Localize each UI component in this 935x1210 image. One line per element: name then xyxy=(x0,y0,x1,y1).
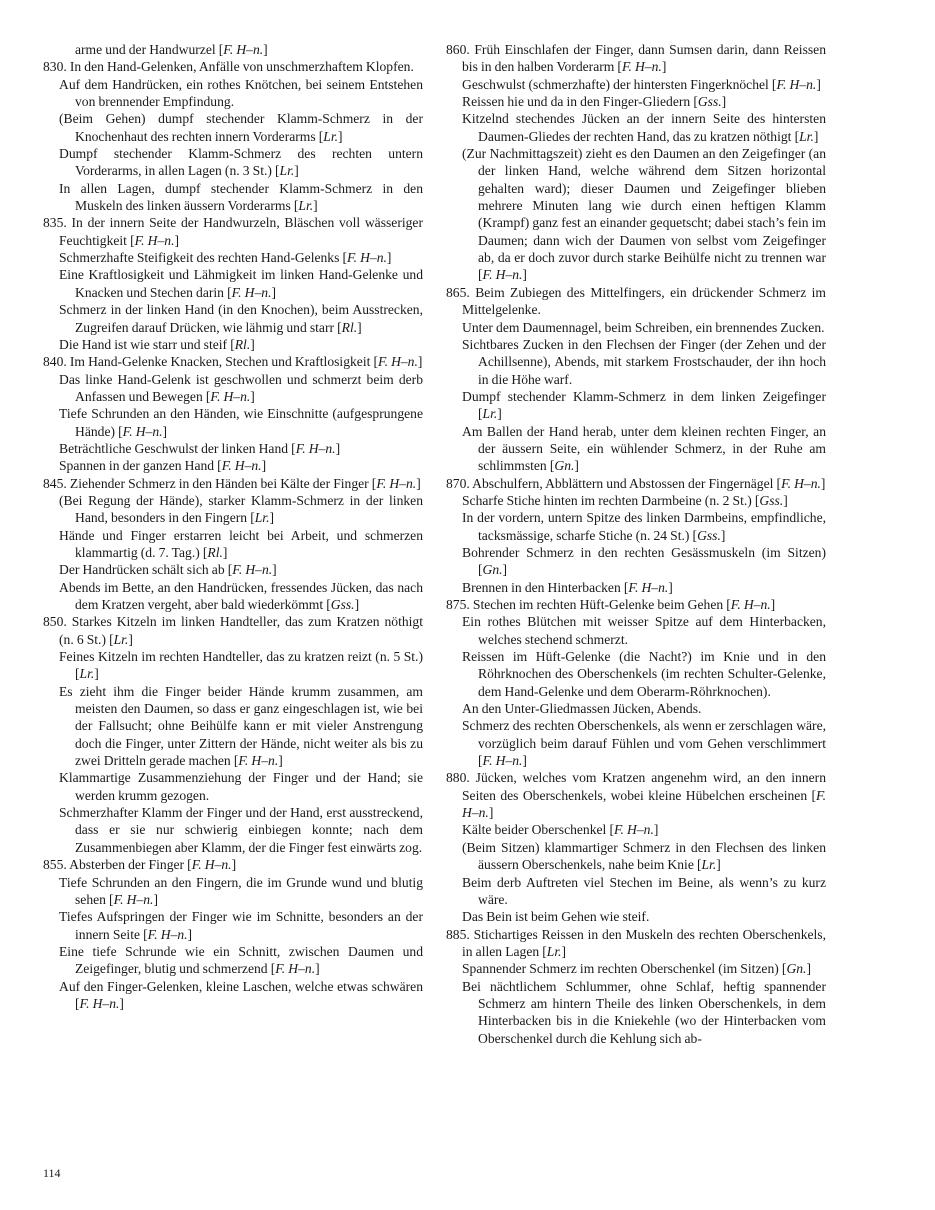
entry-text: Sichtbares Zucken in den Flechsen der Finger (der Zehen und der Achillsenne), Abends, mit starkem Frostschauder, der ihn hoch in die Höhe warf. xyxy=(462,336,826,387)
entry-text: 855. Absterben der Finger xyxy=(43,857,185,873)
entry: Das linke Hand-Gelenk ist geschwollen und schmerzt beim derb Anfassen und Bewegen [F. H–n.] xyxy=(59,371,423,404)
entry: In der vordern, untern Spitze des linken Darmbeins, empfindliche, tacksmässige, scharfe Stiche (n. 24 St.) [Gss.] xyxy=(462,510,826,543)
entry-text: Am Ballen der Hand herab, unter dem kleinen rechten Finger, an der äussern Seite, ein wühlender Schmerz, in der Ruhe am schlimmsten xyxy=(462,423,826,474)
entry: Feines Kitzeln im rechten Handteller, das zu kratzen reizt (n. 5 St.) [Lr.] xyxy=(59,649,423,682)
entry xyxy=(446,319,826,336)
entry-text: Der Handrücken schält sich ab xyxy=(59,562,225,578)
source-reference: Lr. xyxy=(546,943,562,959)
entry-text: In der vordern, untern Spitze des linken Darmbeins, empfindliche, tacksmässige, scharfe Stiche (n. 24 St.) xyxy=(462,510,826,543)
entry xyxy=(446,336,826,388)
entry: arme und der Handwurzel [F. H–n.] xyxy=(75,42,268,57)
source-reference: Gn. xyxy=(554,458,575,474)
entry: (Beim Sitzen) klammartiger Schmerz in den Flechsen des linken äussern Oberschenkels, nahe beim Knie [Lr.] xyxy=(462,839,826,873)
entry: Schmerz in der linken Hand (in den Knochen), beim Ausstrecken, Zugreifen darauf Drücken, wie lähmig und starr [Rl.] xyxy=(59,302,423,335)
source-reference: F. H–n. xyxy=(113,891,154,907)
entry-text: Dumpf stechender Klamm-Schmerz in dem linken Zeigefinger xyxy=(462,388,826,404)
source-reference: Gss. xyxy=(697,94,722,110)
entry: Schmerzhafte Steifigkeit des rechten Hand-Gelenks [F. H–n.] xyxy=(59,250,392,266)
source-reference: Lr. xyxy=(113,631,129,647)
entry: Spannen in der ganzen Hand [F. H–n.] xyxy=(59,458,267,474)
entry: Schmerz des rechten Oberschenkels, als wenn er zerschlagen wäre, vorzüglich beim darauf Fühlen und vom Gehen verschlimmert [F. H–n.] xyxy=(462,718,826,769)
source-reference: F. H–n. xyxy=(275,961,316,977)
entry: Dumpf stechender Klamm-Schmerz des rechten untern Vorderarms, in allen Lagen (n. 3 St.) [Lr.] xyxy=(59,146,423,179)
source-reference: Gss. xyxy=(697,527,721,543)
entry: Beträchtliche Geschwulst der linken Hand [F. H–n.] xyxy=(59,440,341,456)
entry: Geschwulst (schmerzhafte) der hintersten Fingerknöchel [F. H–n.] xyxy=(462,76,821,92)
entry: (Beim Gehen) dumpf stechender Klamm-Schmerz in der Knochenhaut des rechten innern Vorderarms [Lr.] xyxy=(59,111,423,144)
entry-text: (Beim Sitzen) klammartiger Schmerz in den Flechsen des linken äussern Oberschenkels, nahe beim Knie xyxy=(462,839,826,873)
source-reference: Lr. xyxy=(254,510,270,526)
source-reference: F. H–n. xyxy=(210,388,251,404)
source-reference: Gn. xyxy=(482,562,503,578)
entry: Eine tiefe Schrunde wie ein Schnitt, zwischen Daumen und Zeigefinger, blutig und schmerzend [F. H–n.] xyxy=(59,943,423,977)
entry: 855. Absterben der Finger [F. H–n.] xyxy=(43,857,237,873)
entry: 850. Starkes Kitzeln im linken Handteller, das zum Kratzen nöthigt (n. 6 St.) [Lr.] xyxy=(43,614,423,647)
entry-text: Tiefes Aufspringen der Finger wie im Schnitte, besonders an der innern Seite xyxy=(59,909,423,942)
entry: Eine Kraftlosigkeit und Lähmigkeit im linken Hand-Gelenke und Knacken und Stechen darin [F. H–n.] xyxy=(59,267,423,300)
source-reference: F. H–n. xyxy=(482,753,523,769)
entry: 860. Früh Einschlafen der Finger, dann Sumsen darin, dann Reissen bis in den halben Vorderarm [F. H–n.] xyxy=(446,42,826,75)
source-reference: F. H–n. xyxy=(147,926,188,942)
source-reference: F. H–n. xyxy=(223,42,264,57)
entry-text: Feines Kitzeln im rechten Handteller, das zu kratzen reizt (n. 5 St.) xyxy=(59,649,423,665)
source-reference: Lr. xyxy=(279,163,295,179)
source-reference: F. H–n. xyxy=(613,822,654,838)
entry-text: Reissen hie und da in den Finger-Gliedern xyxy=(462,94,691,110)
entry: Reissen hie und da in den Finger-Gliedern [Gss.] xyxy=(462,94,727,110)
source-reference: Lr. xyxy=(799,128,814,144)
entry: Tiefe Schrunden an den Händen, wie Einschnitte (aufgesprungene Hände) [F. H–n.] xyxy=(59,406,423,439)
entry xyxy=(446,908,826,925)
entry xyxy=(43,58,423,75)
source-reference: F. H–n. xyxy=(628,579,669,595)
entry xyxy=(43,76,423,111)
source-reference: F. H–n. xyxy=(79,995,120,1011)
entry-text: Beträchtliche Geschwulst der linken Hand xyxy=(59,440,289,456)
entry-text: Spannen in der ganzen Hand xyxy=(59,458,215,474)
entry-text: Tiefe Schrunden an den Fingern, die im Grunde wund und blutig sehen xyxy=(59,874,423,907)
entry xyxy=(446,978,826,1047)
entry-text: Kälte beider Oberschenkel xyxy=(462,822,607,838)
entry-text: Unter dem Daumennagel, beim Schreiben, ein brennendes Zucken. xyxy=(462,319,825,335)
entry-text: 865. Beim Zubiegen des Mittelfingers, ein drückender Schmerz im Mittelgelenke. xyxy=(446,284,826,318)
source-reference: Gss. xyxy=(330,597,355,612)
source-reference: F. H–n. xyxy=(122,423,163,439)
entry-text: Schmerzhafter Klamm der Finger und der Hand, erst ausstreckend, dass er sie nur schwierig einbiegen konnte; nach dem Zusammenbiegen aber Klamm, der die Finger fest einwärts zog. xyxy=(59,805,423,855)
source-reference: F. H–n. xyxy=(730,597,771,612)
source-reference: F. H–n. xyxy=(781,475,821,491)
entry: 880. Jücken, welches vom Kratzen angenehm wird, an den innern Seiten des Oberschenkels, wobei kleine Hübelchen erscheinen [F. H–n.] xyxy=(446,770,826,821)
entry-text: Auf dem Handrücken, ein rothes Knötchen, bei seinem Entstehen von brennender Empfindung. xyxy=(59,76,423,110)
entry-text: Das Bein ist beim Gehen wie steif. xyxy=(462,909,650,925)
entry: Kälte beider Oberschenkel [F. H–n.] xyxy=(462,822,659,838)
source-reference: Lr. xyxy=(323,128,339,144)
entry-text: Kitzelnd stechendes Jücken an der innern Seite des hintersten Daumen-Gliedes der rechten Hand, das zu kratzen nöthigt xyxy=(462,111,826,144)
entry-text: Das linke Hand-Gelenk ist geschwollen und schmerzt beim derb Anfassen und Bewegen xyxy=(59,371,423,404)
entry: 840. Im Hand-Gelenke Knacken, Stechen und Kraftlosigkeit [F. H–n.] xyxy=(43,354,423,370)
entry-text: Spannender Schmerz im rechten Oberschenkel (im Sitzen) xyxy=(462,961,779,977)
entry-text: 860. Früh Einschlafen der Finger, dann Sumsen darin, dann Reissen bis in den halben Vorderarm xyxy=(446,42,826,75)
entry: 845. Ziehender Schmerz in den Händen bei Kälte der Finger [F. H–n.] xyxy=(43,475,421,491)
source-reference: F. H–n. xyxy=(232,562,273,578)
source-reference: Lr. xyxy=(482,406,498,422)
source-reference: Lr. xyxy=(701,857,717,873)
entry-text: Schmerz des rechten Oberschenkels, als wenn er zerschlagen wäre, vorzüglich beim darauf Fühlen und vom Gehen verschlimmert xyxy=(462,718,826,751)
entry xyxy=(446,284,826,319)
entry-text: Bei nächtlichem Schlummer, ohne Schlaf, heftig spannender Schmerz am hintern Theile des linken Oberschenkels, in dem Hinterbacken bis in die Kniekehle (wo der Hinterbacken vom Oberschenkel durch die Kehlung sich ab- xyxy=(462,978,826,1046)
source-reference: Gss. xyxy=(759,492,784,508)
source-reference: F. H–n. xyxy=(347,250,387,266)
entry: Es zieht ihm die Finger beider Hände krumm zusammen, am meisten den Daumen, so dass er ganz eingeschlagen ist, wie bei der Fallsucht; ohne Beihülfe kann er mit vieler Anstrengung doch die Finger, unter Zittern der Hände, nicht weiter als bis zu zwei Dritteln gerade machen [F. H–n.] xyxy=(59,683,423,769)
source-reference: F. H–n. xyxy=(776,76,817,92)
entry: Der Handrücken schält sich ab [F. H–n.] xyxy=(59,562,277,578)
entry: Tiefes Aufspringen der Finger wie im Schnitte, besonders an der innern Seite [F. H–n.] xyxy=(59,909,423,942)
entry: Dumpf stechender Klamm-Schmerz in dem linken Zeigefinger [Lr.] xyxy=(462,388,826,422)
right-column xyxy=(446,41,826,1047)
entry-text: 850. Starkes Kitzeln im linken Handteller, das zum Kratzen nöthigt (n. 6 St.) xyxy=(43,614,423,647)
entry: Am Ballen der Hand herab, unter dem kleinen rechten Finger, an der äussern Seite, ein wühlender Schmerz, in der Ruhe am schlimmsten [Gn.] xyxy=(462,423,826,474)
source-reference: F. H–n. xyxy=(191,857,232,873)
entry-text: Die Hand ist wie starr und steif xyxy=(59,336,228,352)
entry-text: Geschwulst (schmerzhafte) der hintersten Fingerknöchel xyxy=(462,76,769,92)
source-reference: F. H–n. xyxy=(221,458,262,474)
entry-text: 880. Jücken, welches vom Kratzen angenehm wird, an den innern Seiten des Oberschenkels, wobei kleine Hübelchen erscheinen xyxy=(446,770,826,803)
entry-text: (Bei Regung der Hände), starker Klamm-Schmerz in der linken Hand, besonders in den Fingern xyxy=(59,492,423,526)
entry-text: Schmerzhafte Steifigkeit des rechten Hand-Gelenks xyxy=(59,250,340,266)
entry xyxy=(43,769,423,804)
source-reference: F. H–n. xyxy=(482,267,523,283)
entry: Abends im Bette, an den Handrücken, fressendes Jücken, das nach dem Kratzen vergeht, aber bald wiederkömmt [Gss.] xyxy=(59,579,423,612)
entry-text: Beim derb Auftreten viel Stechen im Beine, als wenn’s zu kurz wäre. xyxy=(462,874,826,907)
left-column xyxy=(43,41,423,1012)
source-reference: Gn. xyxy=(786,961,807,977)
entry xyxy=(446,700,826,717)
entry-text: 870. Abschulfern, Abblättern und Abstossen der Fingernägel xyxy=(446,475,774,491)
entry xyxy=(446,613,826,648)
source-reference: Rl. xyxy=(207,544,223,560)
source-reference: F. H–n. xyxy=(231,284,272,300)
entry-text: Auf den Finger-Gelenken, kleine Laschen, welche etwas schwären xyxy=(59,978,423,994)
entry-text: 835. In der innern Seite der Handwurzeln, Bläschen voll wässeriger Feuchtigkeit xyxy=(43,215,423,248)
entry: Bohrender Schmerz in den rechten Gesässmuskeln (im Sitzen) [Gn.] xyxy=(462,544,826,578)
entry: 835. In der innern Seite der Handwurzeln, Bläschen voll wässeriger Feuchtigkeit [F. H–n.] xyxy=(43,215,423,248)
entry-text: Eine Kraftlosigkeit und Lähmigkeit im linken Hand-Gelenke und Knacken und Stechen darin xyxy=(59,267,423,300)
source-reference: F. H–n. xyxy=(378,354,418,370)
entry-text: Klammartige Zusammenziehung der Finger und der Hand; sie werden krumm gezogen. xyxy=(59,770,423,803)
entry: Tiefe Schrunden an den Fingern, die im Grunde wund und blutig sehen [F. H–n.] xyxy=(59,874,423,907)
entry: 885. Stichartiges Reissen in den Muskeln des rechten Oberschenkels, in allen Lagen [Lr.] xyxy=(446,926,826,959)
entry: In allen Lagen, dumpf stechender Klamm-Schmerz in den Muskeln des linken äussern Vorderarms [Lr.] xyxy=(59,180,423,214)
entry-text: 840. Im Hand-Gelenke Knacken, Stechen und Kraftlosigkeit xyxy=(43,354,371,370)
entry-text: An den Unter-Gliedmassen Jücken, Abends. xyxy=(462,701,702,717)
entry-text: Reissen im Hüft-Gelenke (die Nacht?) im Knie und in den Röhrknochen des Oberschenkels (im rechten Schulter-Gelenke, dem Hand-Gelenke und dem Oberarm-Röhrknochen). xyxy=(462,649,826,699)
entry: Die Hand ist wie starr und steif [Rl.] xyxy=(59,336,255,352)
source-reference: Rl. xyxy=(234,336,251,352)
entry-text: 875. Stechen im rechten Hüft-Gelenke beim Gehen xyxy=(446,597,724,612)
entry: 875. Stechen im rechten Hüft-Gelenke beim Gehen [F. H–n.] xyxy=(446,597,776,612)
entry-text: Bohrender Schmerz in den rechten Gesässmuskeln (im Sitzen) xyxy=(462,544,826,560)
source-reference: F. H–n. xyxy=(295,440,336,456)
entry-text: (Zur Nachmittagszeit) zieht es den Daumen an den Zeigefinger (an der linken Hand, welche während dem Sitzen horizontal gehalten ward); dieser Daumen und Zeigefinger blieben mehrere Minuten lang wie durch einen heftigen Klamm (Krampf) ganz fest an einander gequetscht; dabei stach’s fein im Daumen; dann wich der Daumen von selbst vom Zeigefinger ab, da er doch zuvor durch starke Beihülfe nicht zu trennen war xyxy=(462,146,826,266)
entry-text: Brennen in den Hinterbacken xyxy=(462,579,621,595)
entry-text: Hände und Finger erstarren leicht bei Arbeit, und schmerzen klammartig (d. 7. Tag.) xyxy=(59,527,423,560)
entry-text: Es zieht ihm die Finger beider Hände krumm zusammen, am meisten den Daumen, so dass er ganz eingeschlagen ist, wie bei der Fallsucht; ohne Beihülfe kann er mit vieler Anstrengung doch die Finger, unter Zittern der Hände, nicht weiter als bis zu zwei Dritteln gerade machen xyxy=(59,683,423,769)
source-reference: F. H–n. xyxy=(462,787,826,821)
entry-text: Abends im Bette, an den Handrücken, fressendes Jücken, das nach dem Kratzen vergeht, aber bald wiederkömmt xyxy=(59,579,423,612)
entry: Hände und Finger erstarren leicht bei Arbeit, und schmerzen klammartig (d. 7. Tag.) [Rl.] xyxy=(59,527,423,560)
entry xyxy=(446,874,826,909)
entry-text: arme und der Handwurzel xyxy=(75,42,216,57)
entry: Kitzelnd stechendes Jücken an der innern Seite des hintersten Daumen-Gliedes der rechten Hand, das zu kratzen nöthigt [Lr.] xyxy=(462,111,826,144)
page-number: 114 xyxy=(43,1166,61,1180)
entry-text: Schmerz in der linken Hand (in den Knochen), beim Ausstrecken, Zugreifen darauf Drücken, wie lähmig und starr xyxy=(59,302,423,335)
entry-text: Scharfe Stiche hinten im rechten Darmbeine (n. 2 St.) xyxy=(462,492,752,508)
source-reference: F. H–n. xyxy=(376,475,417,491)
entry: Scharfe Stiche hinten im rechten Darmbeine (n. 2 St.) [Gss.] xyxy=(462,492,788,508)
source-reference: F. H–n. xyxy=(621,59,662,75)
source-reference: F. H–n. xyxy=(134,232,175,248)
entry-text: (Beim Gehen) dumpf stechender Klamm-Schmerz in der Knochenhaut des rechten innern Vorderarms xyxy=(59,111,423,144)
entry-text: Ein rothes Blütchen mit weisser Spitze auf dem Hinterbacken, welches stechend schmerzt. xyxy=(462,614,826,647)
entry: Auf den Finger-Gelenken, kleine Laschen, welche etwas schwären [F. H–n.] xyxy=(59,978,423,1011)
entry: Brennen in den Hinterbacken [F. H–n.] xyxy=(462,579,673,595)
entry: 870. Abschulfern, Abblättern und Abstossen der Fingernägel [F. H–n.] xyxy=(446,475,826,491)
entry-text: 830. In den Hand-Gelenken, Anfälle von unschmerzhaftem Klopfen. xyxy=(43,59,414,75)
source-reference: F. H–n. xyxy=(238,753,279,769)
entry-text: Tiefe Schrunden an den Händen, wie Einschnitte (aufgesprungene Hände) xyxy=(59,406,423,439)
entry: (Bei Regung der Hände), starker Klamm-Schmerz in der linken Hand, besonders in den Fingern [Lr.] xyxy=(59,492,423,526)
entry xyxy=(43,804,423,856)
entry xyxy=(446,648,826,700)
source-reference: Lr. xyxy=(79,666,95,682)
source-reference: Lr. xyxy=(298,198,314,214)
entry-text: 845. Ziehender Schmerz in den Händen bei Kälte der Finger xyxy=(43,475,369,491)
entry-text: In allen Lagen, dumpf stechender Klamm-Schmerz in den Muskeln des linken äussern Vorderarms xyxy=(59,180,423,214)
source-reference: Rl. xyxy=(341,319,358,335)
entry-text: Eine tiefe Schrunde wie ein Schnitt, zwischen Daumen und Zeigefinger, blutig und schmerzend xyxy=(59,943,423,977)
entry-text: 885. Stichartiges Reissen in den Muskeln des rechten Oberschenkels, in allen Lagen xyxy=(446,926,826,959)
entry: Spannender Schmerz im rechten Oberschenkel (im Sitzen) [Gn.] xyxy=(462,961,811,977)
entry: (Zur Nachmittagszeit) zieht es den Daumen an den Zeigefinger (an der linken Hand, welche während dem Sitzen horizontal gehalten ward); dieser Daumen und Zeigefinger blieben mehrere Minuten lang wie durch einen heftigen Klamm (Krampf) ganz fest an einander gequetscht; dabei stach’s fein im Daumen; dann wich der Daumen von selbst vom Zeigefinger ab, da er doch zuvor durch starke Beihülfe nicht zu trennen war [F. H–n.] xyxy=(462,146,826,283)
entry-text: Dumpf stechender Klamm-Schmerz des rechten untern Vorderarms, in allen Lagen (n. 3 St.) xyxy=(59,146,423,179)
